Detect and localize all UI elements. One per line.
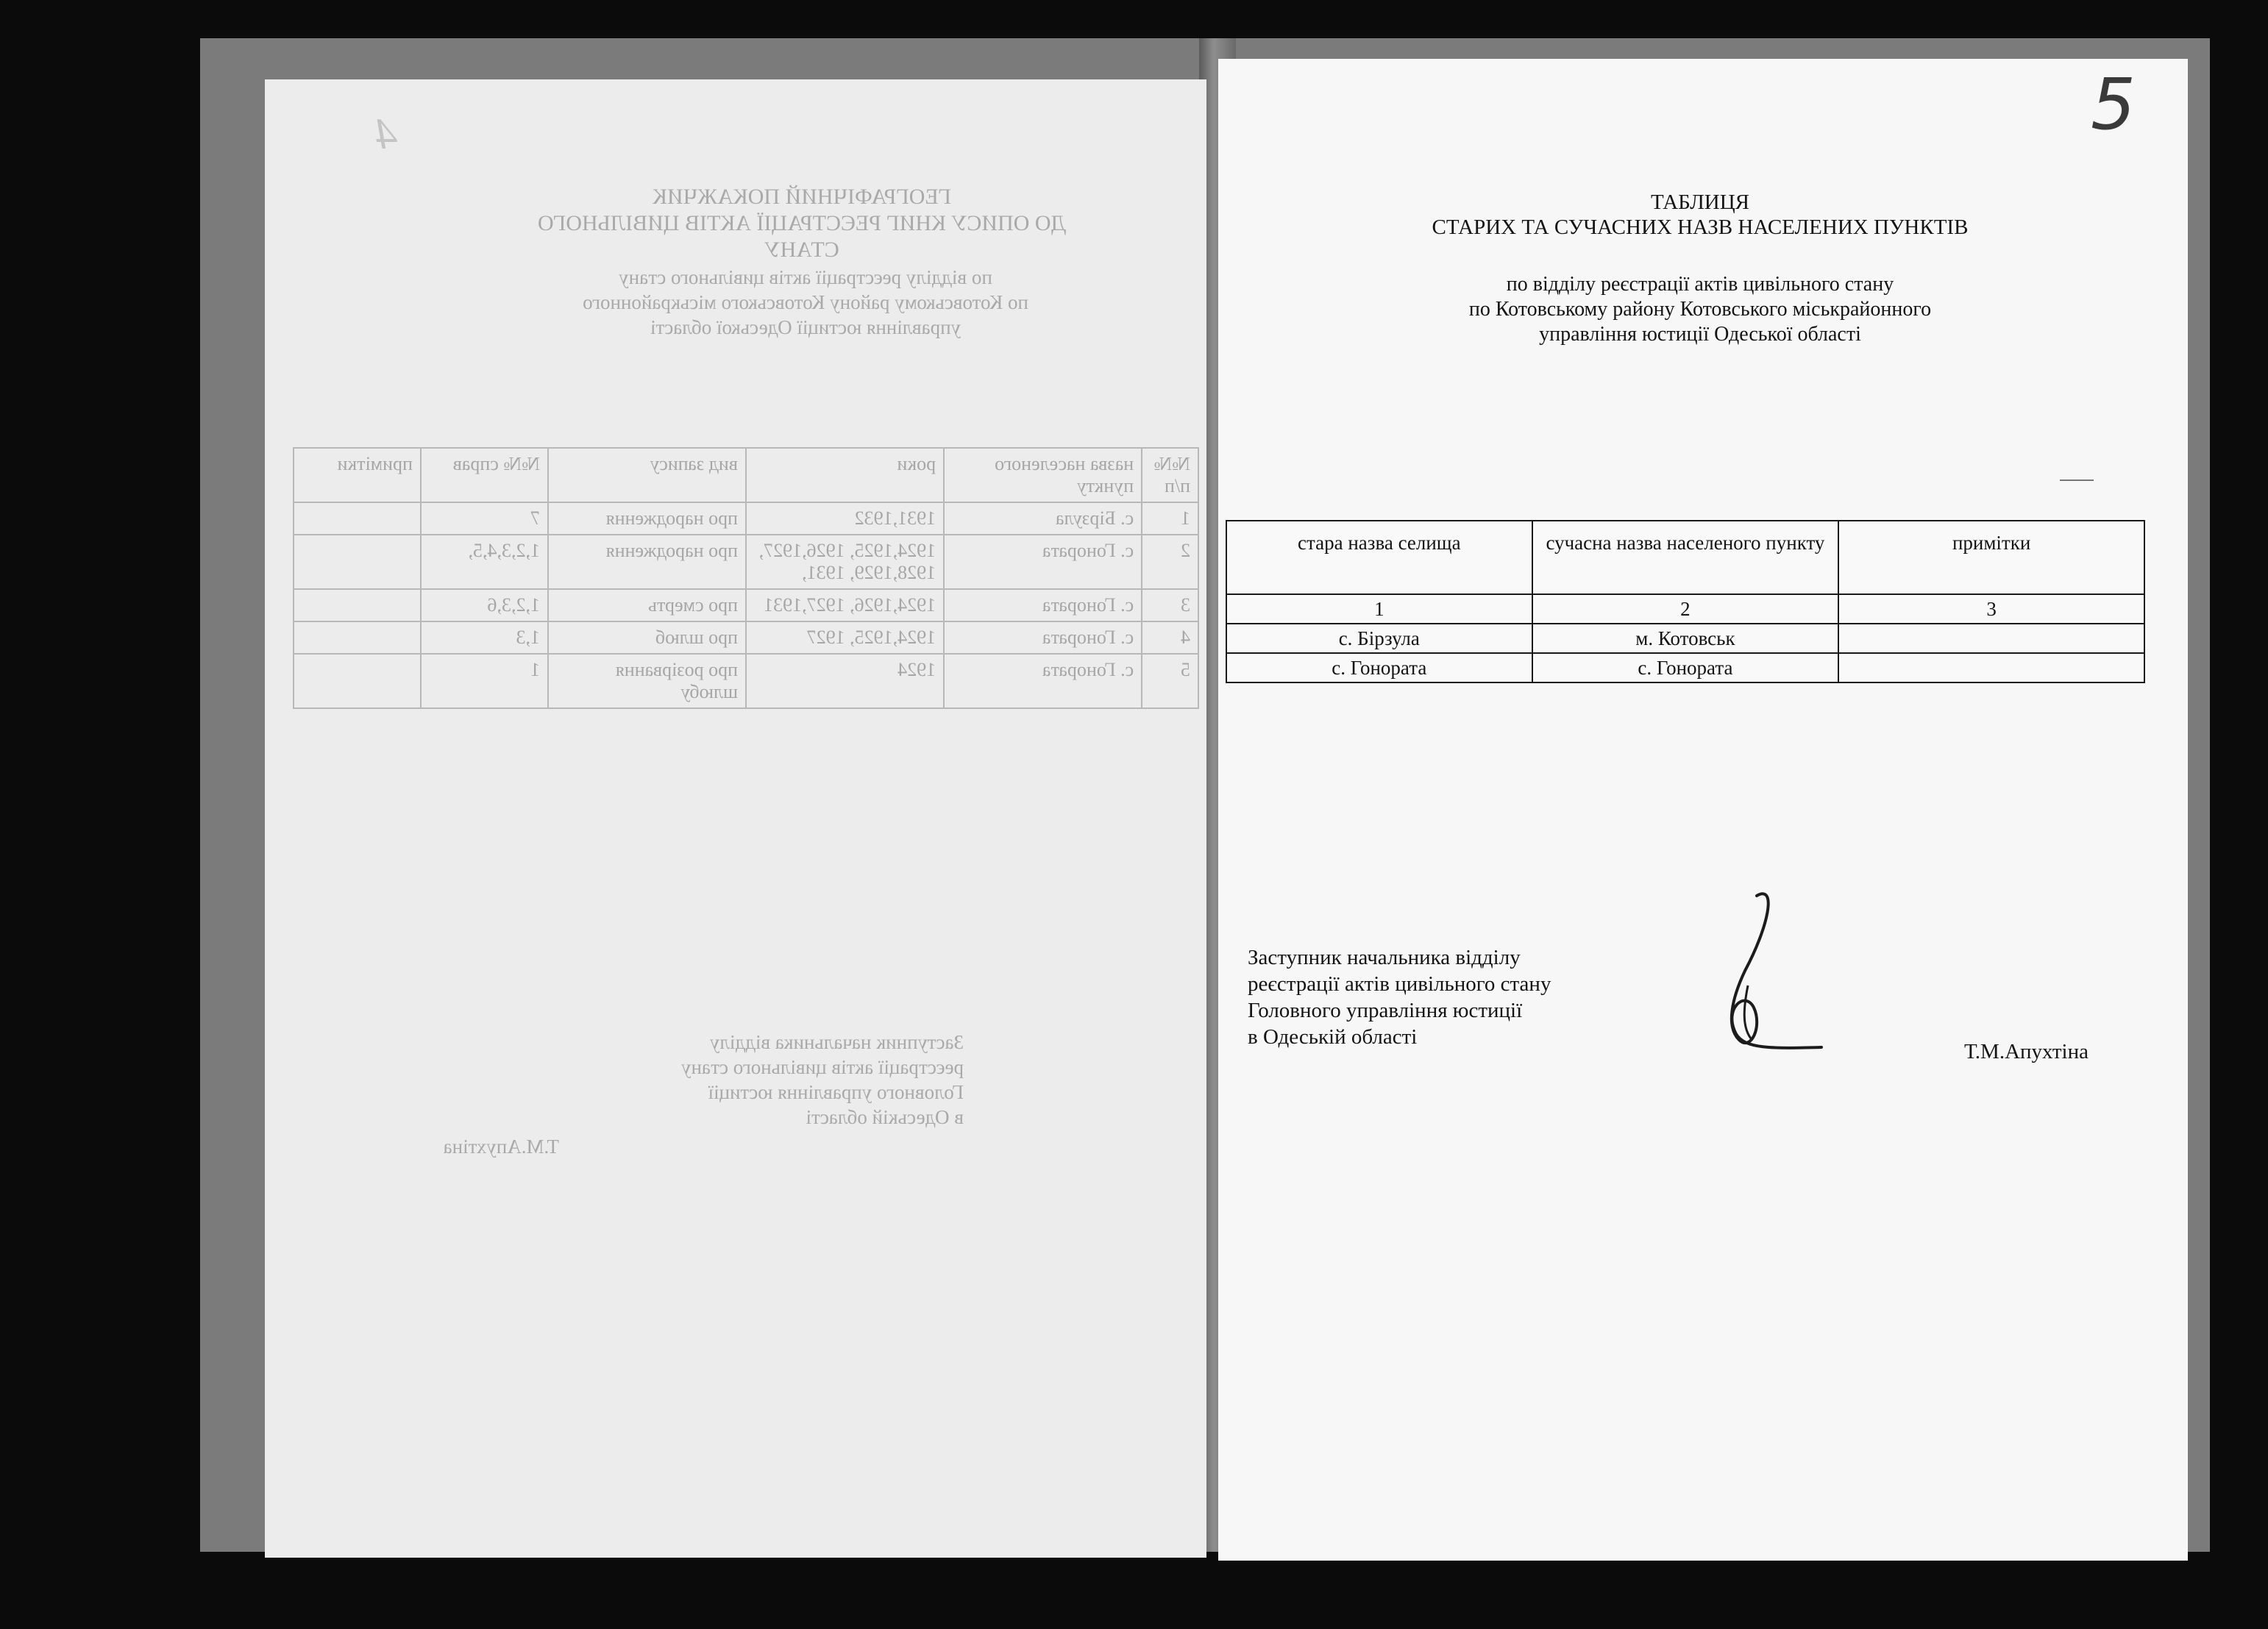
subtitle-line: по Котовському району Котовського міськрайонного: [1468, 298, 1932, 321]
ghost-subtitle: по відділу реєстрації актів цивільного стану по Котовському району Котовського міськрайонного управління юстиції Одеської області: [583, 266, 1028, 338]
column-number-row: [1226, 594, 2144, 624]
signer-title-line: Головного управління юстиції: [1248, 999, 1523, 1022]
title-line-1: ТАБЛИЦЯ: [1650, 190, 1750, 214]
document-subtitle: [1292, 272, 2108, 347]
title-line-2: СТАРИХ ТА СУЧАСНИХ НАЗВ НАСЕЛЕНИХ ПУНКТІВ: [1432, 215, 1969, 239]
left-page: [265, 79, 1206, 1558]
signer-title-line: реєстрації актів цивільного стану: [1248, 972, 1551, 996]
table-row: [1226, 624, 2144, 653]
signer-title-line: в Одеській області: [1248, 1025, 1418, 1049]
ghost-row: 3 с. Гонората 1924,1926, 1927,1931 про смерть 1,2,3,6: [294, 589, 1198, 621]
names-table: [1226, 520, 2145, 683]
table-row: [1226, 653, 2144, 682]
ghost-row: 4 с. Гонората 1924,1925, 1927 про шлюб 1,3: [294, 621, 1198, 654]
ghost-index-table: [293, 447, 1199, 709]
subtitle-line: управління юстиції Одеської області: [1539, 323, 1861, 346]
ghost-page-number: 4: [375, 110, 397, 158]
ghost-signer-name: Т.М.Апухтіна: [443, 1136, 559, 1158]
signer-name: Т.М.Апухтіна: [1964, 1040, 2089, 1063]
column-header: сучасна назва населеного пункту: [1532, 521, 1839, 594]
document-title: [1292, 190, 2108, 240]
ghost-title: ГЕОГРАФІЧНИЙ ПОКАЖЧИК ДО ОПИСУ КНИГ РЕЄСТРАЦІЇ АКТІВ ЦИВІЛЬНОГО СТАНУ: [538, 185, 1066, 262]
signer-title-line: Заступник начальника відділу: [1248, 946, 1521, 969]
ghost-row: 5 с. Гонората 1924 про розірвання шлюбу 1: [294, 654, 1198, 708]
ghost-row: 1 с. Бірзула 1931,1932 про народження 7: [294, 502, 1198, 535]
ghost-row: 2 с. Гонората 1924,1925, 1926,1927, 1928,1929, 1931, про народження 1,2,3,4,5,: [294, 535, 1198, 589]
notes-cell: [1838, 653, 2144, 682]
show-through-text: [265, 79, 1206, 1558]
column-number: 3: [1838, 594, 2144, 624]
column-number: 1: [1226, 594, 1532, 624]
column-header: примітки: [1838, 521, 2144, 594]
column-header: стара назва селища: [1226, 521, 1532, 594]
new-name-cell: с. Гонората: [1532, 653, 1839, 682]
ghost-signature-block: Заступник начальника відділу реєстрації актів цивільного стану Головного управління юстиції в Одеській області: [681, 1031, 964, 1128]
right-page: [1218, 59, 2188, 1561]
table-header-row: [1226, 521, 2144, 594]
notes-cell: [1838, 624, 2144, 653]
new-name-cell: м. Котовськ: [1532, 624, 1839, 653]
old-name-cell: с. Гонората: [1226, 653, 1532, 682]
signature-block: [1248, 944, 1630, 1050]
margin-mark: [2058, 475, 2095, 485]
page-number: 5: [2091, 63, 2136, 146]
column-number: 2: [1532, 594, 1839, 624]
subtitle-line: по відділу реєстрації актів цивільного стану: [1506, 273, 1894, 296]
old-name-cell: с. Бірзула: [1226, 624, 1532, 653]
ghost-header-row: №№ п/п назва населеного пункту роки вид запису №№ справ примітки: [294, 448, 1198, 502]
handwritten-signature: [1674, 883, 1829, 1074]
